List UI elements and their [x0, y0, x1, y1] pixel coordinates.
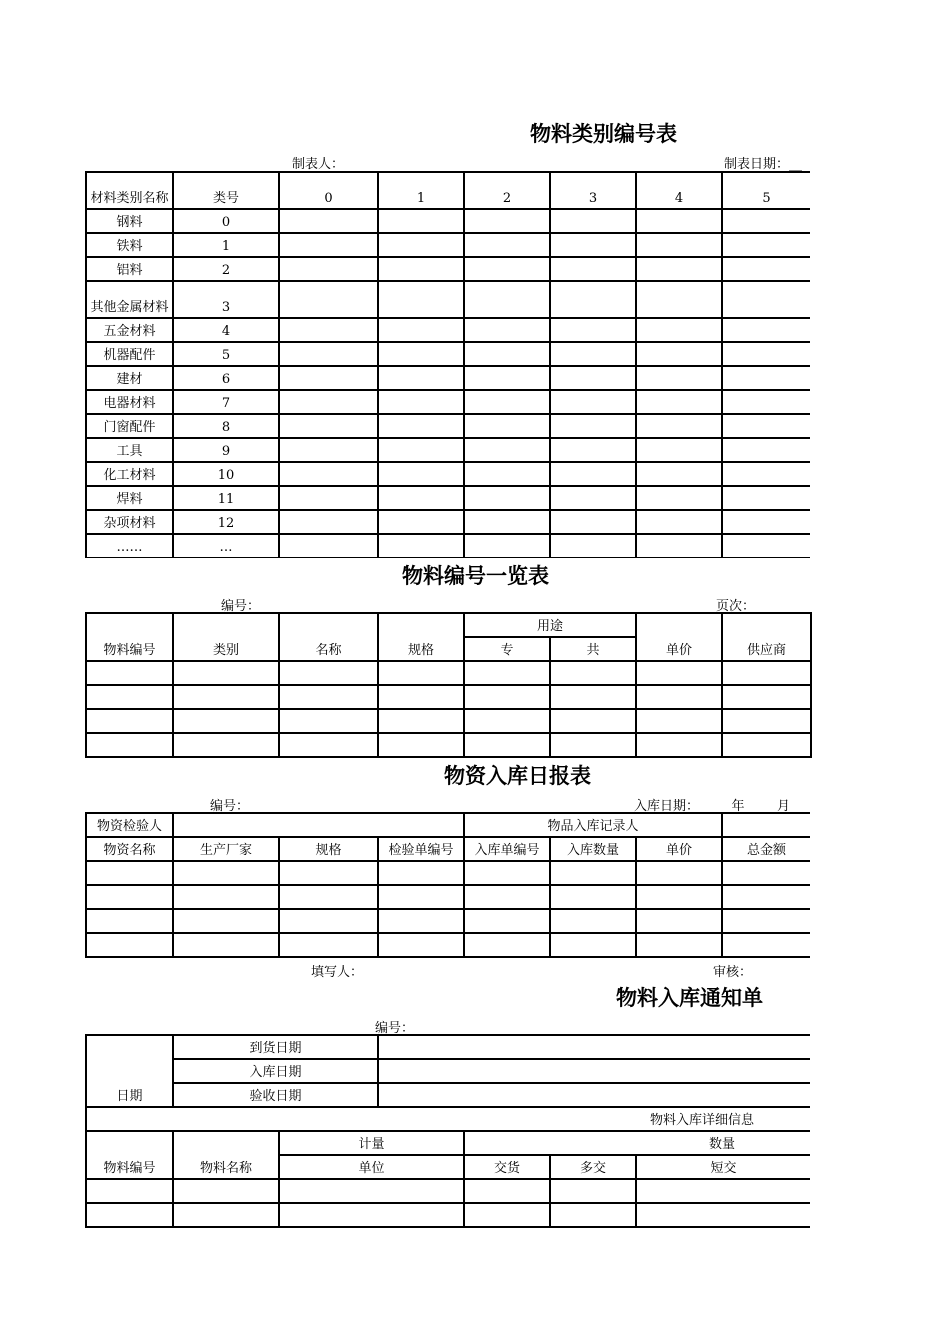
- empty-cell: [378, 510, 464, 534]
- empty-cell: [722, 414, 810, 438]
- header-material-no: 物料编号: [86, 613, 173, 661]
- empty-cell: [464, 318, 550, 342]
- table-row: [86, 390, 810, 414]
- category-name-cell: 电器材料: [86, 390, 173, 414]
- table-row: [86, 661, 811, 685]
- table-row: [86, 733, 811, 757]
- header-col-4: 4: [636, 172, 722, 209]
- header-unit: 单位: [279, 1155, 464, 1179]
- category-name-cell: 铁料: [86, 233, 173, 257]
- category-name-cell: 化工材料: [86, 462, 173, 486]
- empty-cell: [636, 534, 722, 558]
- empty-cell: [378, 257, 464, 281]
- empty-cell: [378, 438, 464, 462]
- empty-cell: [550, 366, 636, 390]
- empty-cell: [722, 281, 810, 318]
- table-row: [86, 685, 811, 709]
- header-supplier: 供应商: [722, 613, 811, 661]
- table-row: [86, 534, 810, 558]
- code-list-title: 物料编号一览表: [402, 564, 549, 588]
- empty-cell: [550, 390, 636, 414]
- empty-cell: [550, 486, 636, 510]
- category-code-cell: 9: [173, 438, 279, 462]
- empty-cell: [279, 318, 378, 342]
- empty-cell: [279, 257, 378, 281]
- empty-cell: [378, 281, 464, 318]
- header-code: 类号: [173, 172, 279, 209]
- stock-in-notice-table: [85, 1034, 810, 1228]
- empty-cell: [550, 534, 636, 558]
- empty-cell: [464, 209, 550, 233]
- empty-cell: [279, 414, 378, 438]
- table-row: [86, 1203, 810, 1227]
- category-name-cell: 其他金属材料: [86, 281, 173, 318]
- empty-cell: [722, 534, 810, 558]
- empty-cell: [550, 233, 636, 257]
- table-row: [86, 510, 810, 534]
- category-table-title: 物料类别编号表: [530, 122, 677, 146]
- notice-no-label: 编号：: [375, 1021, 415, 1036]
- empty-cell: [279, 510, 378, 534]
- empty-cell: [636, 318, 722, 342]
- date-group-label: 日期: [86, 1035, 173, 1107]
- make-date-label: 制表日期：__: [724, 157, 803, 172]
- table-row: [86, 462, 810, 486]
- empty-cell: [550, 462, 636, 486]
- category-name-cell: 杂项材料: [86, 510, 173, 534]
- category-code-cell: 4: [173, 318, 279, 342]
- category-code-cell: 3: [173, 281, 279, 318]
- empty-cell: [279, 281, 378, 318]
- header-over-delivered: 多交: [550, 1155, 636, 1179]
- header-usage-exclusive: 专: [464, 637, 550, 661]
- empty-cell: [636, 342, 722, 366]
- table-row: [86, 909, 810, 933]
- header-stock-in-qty: 入库数量: [550, 837, 636, 861]
- empty-cell: [464, 257, 550, 281]
- table-row: [86, 885, 810, 909]
- empty-cell: [550, 438, 636, 462]
- stock-in-date-label: 入库日期：_____年_____月_: [634, 799, 797, 813]
- empty-cell: [279, 534, 378, 558]
- empty-cell: [722, 233, 810, 257]
- empty-cell: [636, 414, 722, 438]
- table-row: [86, 414, 810, 438]
- header-quantity: 数量: [464, 1131, 810, 1155]
- detail-info-label: 物料入库详细信息: [86, 1107, 810, 1131]
- acceptance-date-value: [378, 1083, 810, 1107]
- category-code-cell: …: [173, 534, 279, 558]
- header-material-name: 物料名称: [173, 1131, 279, 1179]
- header-col-5: 5: [722, 172, 810, 209]
- header-category-name: 材料类别名称: [86, 172, 173, 209]
- notice-title: 物料入库通知单: [616, 986, 763, 1010]
- category-code-cell: 11: [173, 486, 279, 510]
- review-label: 审核：: [713, 965, 753, 980]
- empty-cell: [722, 510, 810, 534]
- table-row: [86, 486, 810, 510]
- header-inspection-no: 检验单编号: [378, 837, 464, 861]
- header-category: 类别: [173, 613, 279, 661]
- header-col-0: 0: [279, 172, 378, 209]
- empty-cell: [464, 534, 550, 558]
- category-header-row: [86, 172, 810, 209]
- category-name-cell: 门窗配件: [86, 414, 173, 438]
- empty-cell: [464, 281, 550, 318]
- empty-cell: [722, 318, 810, 342]
- table-row: [86, 281, 810, 318]
- empty-cell: [378, 233, 464, 257]
- empty-cell: [279, 390, 378, 414]
- category-code-cell: 8: [173, 414, 279, 438]
- empty-cell: [279, 462, 378, 486]
- category-name-cell: 机器配件: [86, 342, 173, 366]
- table-row: [86, 709, 811, 733]
- table-row: [86, 233, 810, 257]
- empty-cell: [636, 233, 722, 257]
- empty-cell: [464, 233, 550, 257]
- header-unit-price: 单价: [636, 837, 722, 861]
- empty-cell: [722, 209, 810, 233]
- header-goods-name: 物资名称: [86, 837, 173, 861]
- acceptance-date-label: 验收日期: [173, 1083, 378, 1107]
- empty-cell: [550, 318, 636, 342]
- category-name-cell: 铝料: [86, 257, 173, 281]
- empty-cell: [378, 534, 464, 558]
- category-name-cell: 钢料: [86, 209, 173, 233]
- header-delivered: 交货: [464, 1155, 550, 1179]
- empty-cell: [636, 462, 722, 486]
- header-unit-price: 单价: [636, 613, 722, 661]
- category-code-cell: 5: [173, 342, 279, 366]
- empty-cell: [722, 390, 810, 414]
- empty-cell: [464, 342, 550, 366]
- header-material-no: 物料编号: [86, 1131, 173, 1179]
- empty-cell: [550, 414, 636, 438]
- recorder-label: 物品入库记录人: [464, 813, 722, 837]
- empty-cell: [636, 390, 722, 414]
- empty-cell: [722, 486, 810, 510]
- category-code-cell: 0: [173, 209, 279, 233]
- empty-cell: [550, 342, 636, 366]
- category-code-table: [85, 171, 810, 558]
- category-code-cell: 1: [173, 233, 279, 257]
- empty-cell: [550, 209, 636, 233]
- header-usage: 用途: [464, 613, 636, 637]
- empty-cell: [464, 390, 550, 414]
- arrival-date-label: 到货日期: [173, 1035, 378, 1059]
- inspector-label: 物资检验人: [86, 813, 173, 837]
- arrival-date-value: [378, 1035, 810, 1059]
- empty-cell: [279, 209, 378, 233]
- table-row: [86, 1179, 810, 1203]
- category-code-cell: 6: [173, 366, 279, 390]
- code-list-no-label: 编号：: [221, 599, 261, 614]
- header-total-amount: 总金额: [722, 837, 810, 861]
- table-row: [86, 438, 810, 462]
- table-row: [86, 342, 810, 366]
- empty-cell: [636, 486, 722, 510]
- empty-cell: [378, 414, 464, 438]
- category-name-cell: 焊料: [86, 486, 173, 510]
- empty-cell: [378, 318, 464, 342]
- empty-cell: [378, 366, 464, 390]
- table-row: [86, 209, 810, 233]
- empty-cell: [636, 438, 722, 462]
- header-col-3: 3: [550, 172, 636, 209]
- empty-cell: [722, 342, 810, 366]
- table-row: [86, 318, 810, 342]
- empty-cell: [378, 342, 464, 366]
- empty-cell: [636, 366, 722, 390]
- empty-cell: [378, 462, 464, 486]
- empty-cell: [636, 510, 722, 534]
- empty-cell: [464, 462, 550, 486]
- category-name-cell: 工具: [86, 438, 173, 462]
- header-name: 名称: [279, 613, 378, 661]
- empty-cell: [464, 414, 550, 438]
- empty-cell: [279, 486, 378, 510]
- empty-cell: [550, 257, 636, 281]
- empty-cell: [550, 510, 636, 534]
- empty-cell: [722, 438, 810, 462]
- maker-label: 制表人：: [292, 157, 345, 172]
- daily-report-no-label: 编号：: [210, 799, 250, 814]
- header-short-delivered: 短交: [636, 1155, 810, 1179]
- header-spec: 规格: [378, 613, 464, 661]
- empty-cell: [279, 366, 378, 390]
- header-col-1: 1: [378, 172, 464, 209]
- filler-label: 填写人：: [311, 965, 364, 980]
- header-usage-shared: 共: [550, 637, 636, 661]
- header-manufacturer: 生产厂家: [173, 837, 279, 861]
- category-code-cell: 12: [173, 510, 279, 534]
- category-name-cell: ……: [86, 534, 173, 558]
- empty-cell: [636, 209, 722, 233]
- empty-cell: [378, 209, 464, 233]
- empty-cell: [722, 257, 810, 281]
- stock-in-date-value: [378, 1059, 810, 1083]
- empty-cell: [464, 486, 550, 510]
- table-row: [86, 257, 810, 281]
- empty-cell: [279, 438, 378, 462]
- header-stock-in-no: 入库单编号: [464, 837, 550, 861]
- empty-cell: [722, 366, 810, 390]
- empty-cell: [464, 438, 550, 462]
- empty-cell: [636, 257, 722, 281]
- header-col-2: 2: [464, 172, 550, 209]
- empty-cell: [722, 462, 810, 486]
- header-spec: 规格: [279, 837, 378, 861]
- table-row: [86, 366, 810, 390]
- table-row: [86, 861, 810, 885]
- category-code-cell: 2: [173, 257, 279, 281]
- code-list-table: [85, 612, 812, 758]
- category-code-cell: 7: [173, 390, 279, 414]
- daily-report-title: 物资入库日报表: [444, 764, 591, 788]
- empty-cell: [464, 510, 550, 534]
- empty-cell: [279, 342, 378, 366]
- empty-cell: [464, 366, 550, 390]
- header-measure: 计量: [279, 1131, 464, 1155]
- empty-cell: [378, 390, 464, 414]
- empty-cell: [550, 281, 636, 318]
- daily-report-table: [85, 812, 810, 958]
- table-row: [86, 933, 810, 957]
- empty-cell: [378, 486, 464, 510]
- stock-in-date-label: 入库日期: [173, 1059, 378, 1083]
- empty-cell: [279, 233, 378, 257]
- category-name-cell: 建材: [86, 366, 173, 390]
- category-code-cell: 10: [173, 462, 279, 486]
- category-name-cell: 五金材料: [86, 318, 173, 342]
- page-label: 页次：: [716, 599, 756, 614]
- empty-cell: [636, 281, 722, 318]
